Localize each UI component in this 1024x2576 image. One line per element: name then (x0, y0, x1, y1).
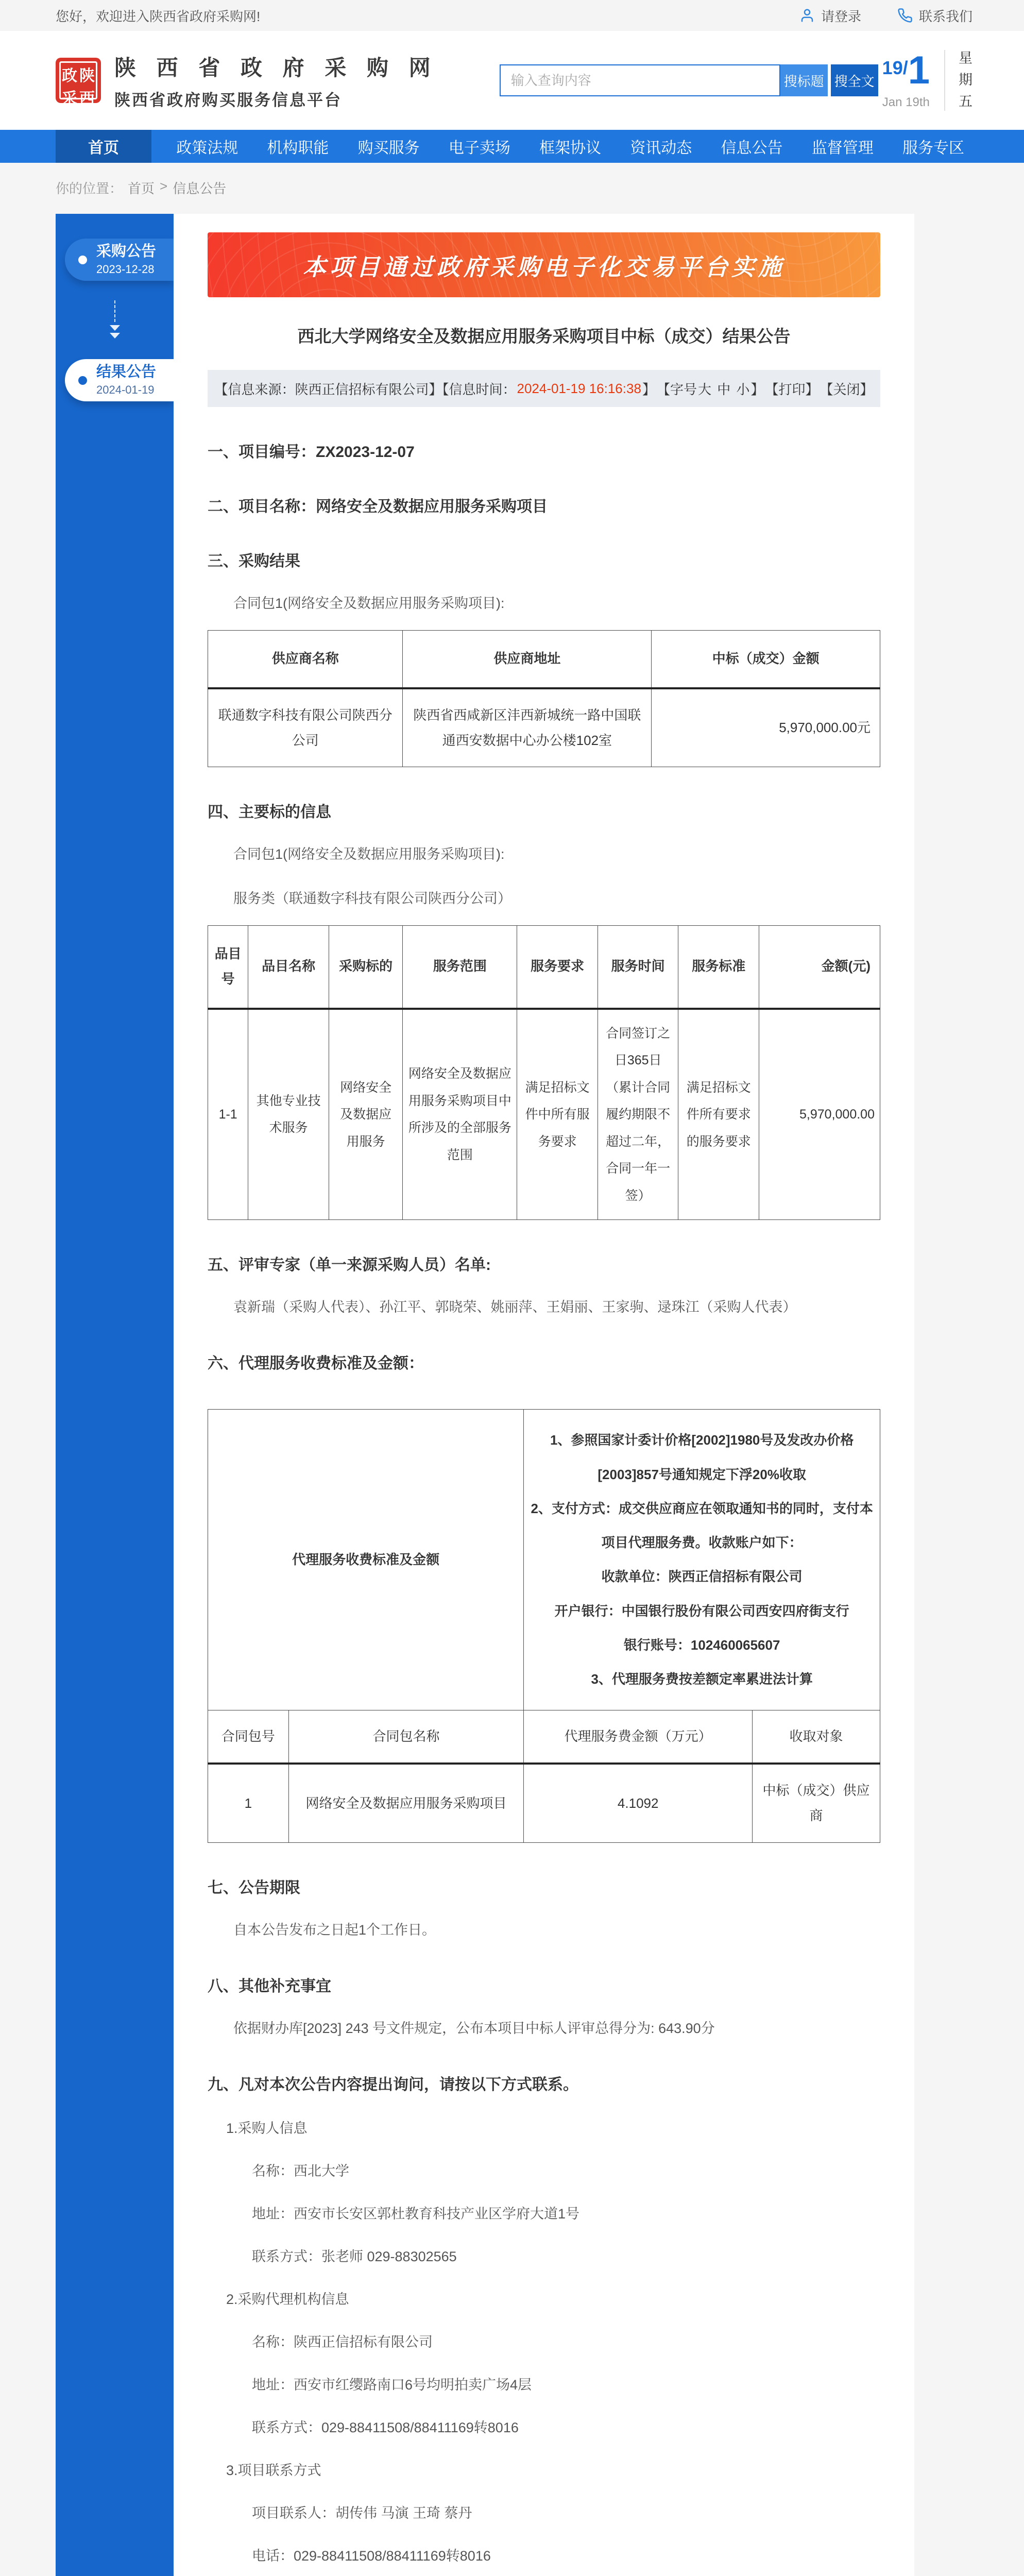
search-title-button[interactable]: 搜标题 (780, 64, 828, 96)
service-category-note: 服务类（联通数字科技有限公司陕西分公司） (233, 890, 511, 906)
section-2-heading: 二、项目名称：网络安全及数据应用服务采购项目 (208, 498, 548, 515)
section-5-heading: 五、评审专家（单一来源采购人员）名单: (208, 1257, 491, 1274)
table-row: 1-1 其他专业技术服务 网络安全及数据应用服务 网络安全及数据应用服务采购项目中所涉及的全部服务范围 满足招标文件中所有服务要求 合同签订之日365日（累计合同履约期限不超过二年，合同一年一签） 满足招标文件所有要求的服务要求 5,970,000.00 (208, 1009, 880, 1220)
nav-item-purchase-services[interactable]: 购买服务 (357, 140, 420, 157)
nav-item-supervision[interactable]: 监督管理 (811, 140, 874, 157)
date-day-month: 19/ (882, 57, 908, 78)
fontsize-medium-button[interactable]: 中 (717, 381, 731, 397)
table-row: 联通数字科技有限公司陕西分公司 陕西省西咸新区沣西新城统一路中国联通西安数据中心办公楼102室 5,970,000.00元 (208, 688, 880, 767)
fontsize-large-button[interactable]: 大 (697, 381, 711, 397)
date-big-digit: 1 (908, 48, 930, 92)
contact-us-link[interactable] (897, 6, 972, 25)
top-utility-bar (0, 0, 1024, 31)
section-9-heading: 九、凡对本次公告内容提出询问，请按以下方式联系。 (208, 2076, 578, 2094)
nav-item-functions[interactable]: 机构职能 (267, 140, 329, 157)
section-1-heading: 一、项目编号：ZX2023-12-07 (208, 444, 415, 461)
table-header-row: 品目号 品目名称 采购标的 服务范围 服务要求 服务时间 服务标准 金额(元) (208, 925, 880, 1008)
site-header (0, 31, 1024, 130)
breadcrumb-home-link[interactable]: 首页 (128, 181, 155, 196)
main-area (0, 214, 1024, 2576)
project-contact-persons: 项目联系人：胡传伟 马演 王琦 蔡丹 (252, 2505, 472, 2521)
table-header-row: 供应商名称 供应商地址 中标（成交）金额 (208, 631, 880, 688)
contact-us-label: 联系我们 (918, 8, 972, 24)
nav-item-e-mall[interactable]: 电子卖场 (448, 140, 510, 157)
close-button[interactable]: 【关闭】 (820, 381, 874, 397)
breadcrumb-bar (0, 163, 1024, 214)
fontsize-small-button[interactable]: 小 (736, 381, 750, 397)
site-logo[interactable] (56, 51, 438, 110)
nav-item-announcements[interactable]: 信息公告 (721, 140, 783, 157)
page-title: 西北大学网络安全及数据应用服务采购项目中标（成交）结果公告 (297, 327, 791, 346)
search-input[interactable] (500, 64, 780, 96)
fee-standard-label: 代理服务收费标准及金额 (208, 1410, 524, 1710)
site-subtitle: 陕西省政府购买服务信息平台 (114, 91, 342, 109)
meta-time: 2024-01-19 16:16:38 (517, 380, 641, 396)
breadcrumb-separator: > (160, 178, 168, 194)
nav-item-service-zone[interactable]: 服务专区 (902, 140, 964, 157)
supplier-result-table (208, 630, 880, 767)
section-7-heading: 七、公告期限 (208, 1879, 300, 1896)
welcome-text: 您好，欢迎进入陕西省政府采购网! (56, 8, 261, 24)
section-4-heading: 四、主要标的信息 (208, 804, 331, 821)
dot-icon (78, 376, 87, 385)
login-link[interactable] (799, 6, 861, 25)
search-bar (500, 64, 878, 96)
purchaser-info-title: 1.采购人信息 (226, 2121, 308, 2137)
agency-contact: 联系方式：029-88411508/88411169转8016 (252, 2420, 519, 2436)
print-button[interactable]: 【打印】 (765, 381, 819, 397)
login-label: 请登录 (821, 8, 861, 24)
project-contact-phone: 电话：029-88411508/88411169转8016 (252, 2548, 491, 2564)
contract-package-note: 合同包1(网络安全及数据应用服务采购项目): (233, 596, 505, 611)
contract-package-note-2: 合同包1(网络安全及数据应用服务采购项目): (233, 846, 505, 862)
agency-address: 地址：西安市红缨路南口6号均明拍卖广场4层 (252, 2377, 532, 2393)
site-name: 陕 西 省 政 府 采 购 网 (114, 55, 438, 80)
nav-item-framework[interactable]: 框架协议 (539, 140, 602, 157)
item-detail-table (208, 925, 880, 1220)
supplementary-text: 依据财办库[2023] 243 号文件规定，公布本项目中标人评审总得分为: 643.90分 (233, 2020, 715, 2036)
nav-item-home[interactable]: 首页 (56, 130, 151, 163)
section-3-heading: 三、采购结果 (208, 553, 300, 570)
fee-standard-row (208, 1410, 880, 1710)
main-nav (0, 130, 1024, 163)
agency-name: 名称：陕西正信招标有限公司 (252, 2334, 433, 2350)
agency-fee-table (208, 1409, 880, 1843)
breadcrumb-current-link[interactable]: 信息公告 (173, 181, 227, 196)
search-fulltext-button[interactable]: 搜全文 (831, 64, 878, 96)
table-row: 1 网络安全及数据应用服务采购项目 4.1092 中标（成交）供应商 (208, 1764, 880, 1842)
fee-standard-notes: 1、参照国家计委计价格[2002]1980号及发改办价格[2003]857号通知规定下浮20%收取 2、支付方式：成交供应商应在领取通知书的同时，支付本项目代理服务费。收款账户如下： 收款单位：陕西正信招标有限公司 开户银行：中国银行股份有限公司西安四府街支行 银行账号：102460065607 3、代理服务费按差额定率累进法计算 (524, 1410, 880, 1710)
breadcrumb-prefix: 你的位置： (56, 181, 123, 196)
agency-info-title: 2.采购代理机构信息 (226, 2292, 349, 2308)
purchaser-contact: 联系方式：张老师 029-88302565 (252, 2249, 457, 2265)
phone-icon (897, 8, 913, 23)
flow-arrow-icon (109, 300, 121, 338)
announcement-timeline-sidebar (56, 214, 174, 2576)
article-meta-bar: 【信息来源：陕西正信招标有限公司】【信息时间： 2024-01-19 16:16:38 】 【字号 大 中 小 】 【打印】 【关闭】 (208, 370, 880, 407)
announcement-period-text: 自本公告发布之日起1个工作日。 (233, 1922, 436, 1938)
date-english: Jan 19th (882, 95, 930, 109)
platform-banner (208, 232, 880, 297)
nav-item-policies[interactable]: 政策法规 (176, 140, 238, 157)
purchaser-address: 地址：西安市长安区郭杜教育科技产业区学府大道1号 (252, 2206, 580, 2222)
user-icon (799, 8, 815, 23)
meta-source: 【信息来源：陕西正信招标有限公司】【信息时间： (214, 381, 516, 397)
section-8-heading: 八、其他补充事宜 (208, 1977, 331, 1995)
expert-names: 袁新瑞（采购人代表）、孙江平、郭晓荣、姚丽萍、王娟丽、王家驹、逯珠江（采购人代表） (233, 1299, 797, 1315)
project-contact-title: 3.项目联系方式 (226, 2463, 321, 2479)
weekday-label: 星 期 五 (944, 50, 972, 110)
banner-text: 本项目通过政府采购电子化交易平台实施 (302, 253, 785, 280)
breadcrumb (56, 178, 1024, 197)
dot-icon (78, 256, 87, 264)
purchaser-name: 名称：西北大学 (252, 2163, 349, 2179)
nav-item-news[interactable]: 资讯动态 (630, 140, 692, 157)
date-widget (882, 50, 972, 110)
sidebar-item-result-announcement[interactable]: 结果公告 2024-01-19 (65, 359, 174, 401)
article-card (174, 214, 914, 2576)
seal-logo-icon: 政 陕 采 西 (56, 58, 101, 103)
sidebar-item-procurement-announcement[interactable]: 采购公告 2023-12-28 (65, 239, 174, 281)
section-6-heading: 六、代理服务收费标准及金额： (208, 1355, 424, 1372)
table-header-row: 合同包号 合同包名称 代理服务费金额（万元） 收取对象 (208, 1710, 880, 1764)
